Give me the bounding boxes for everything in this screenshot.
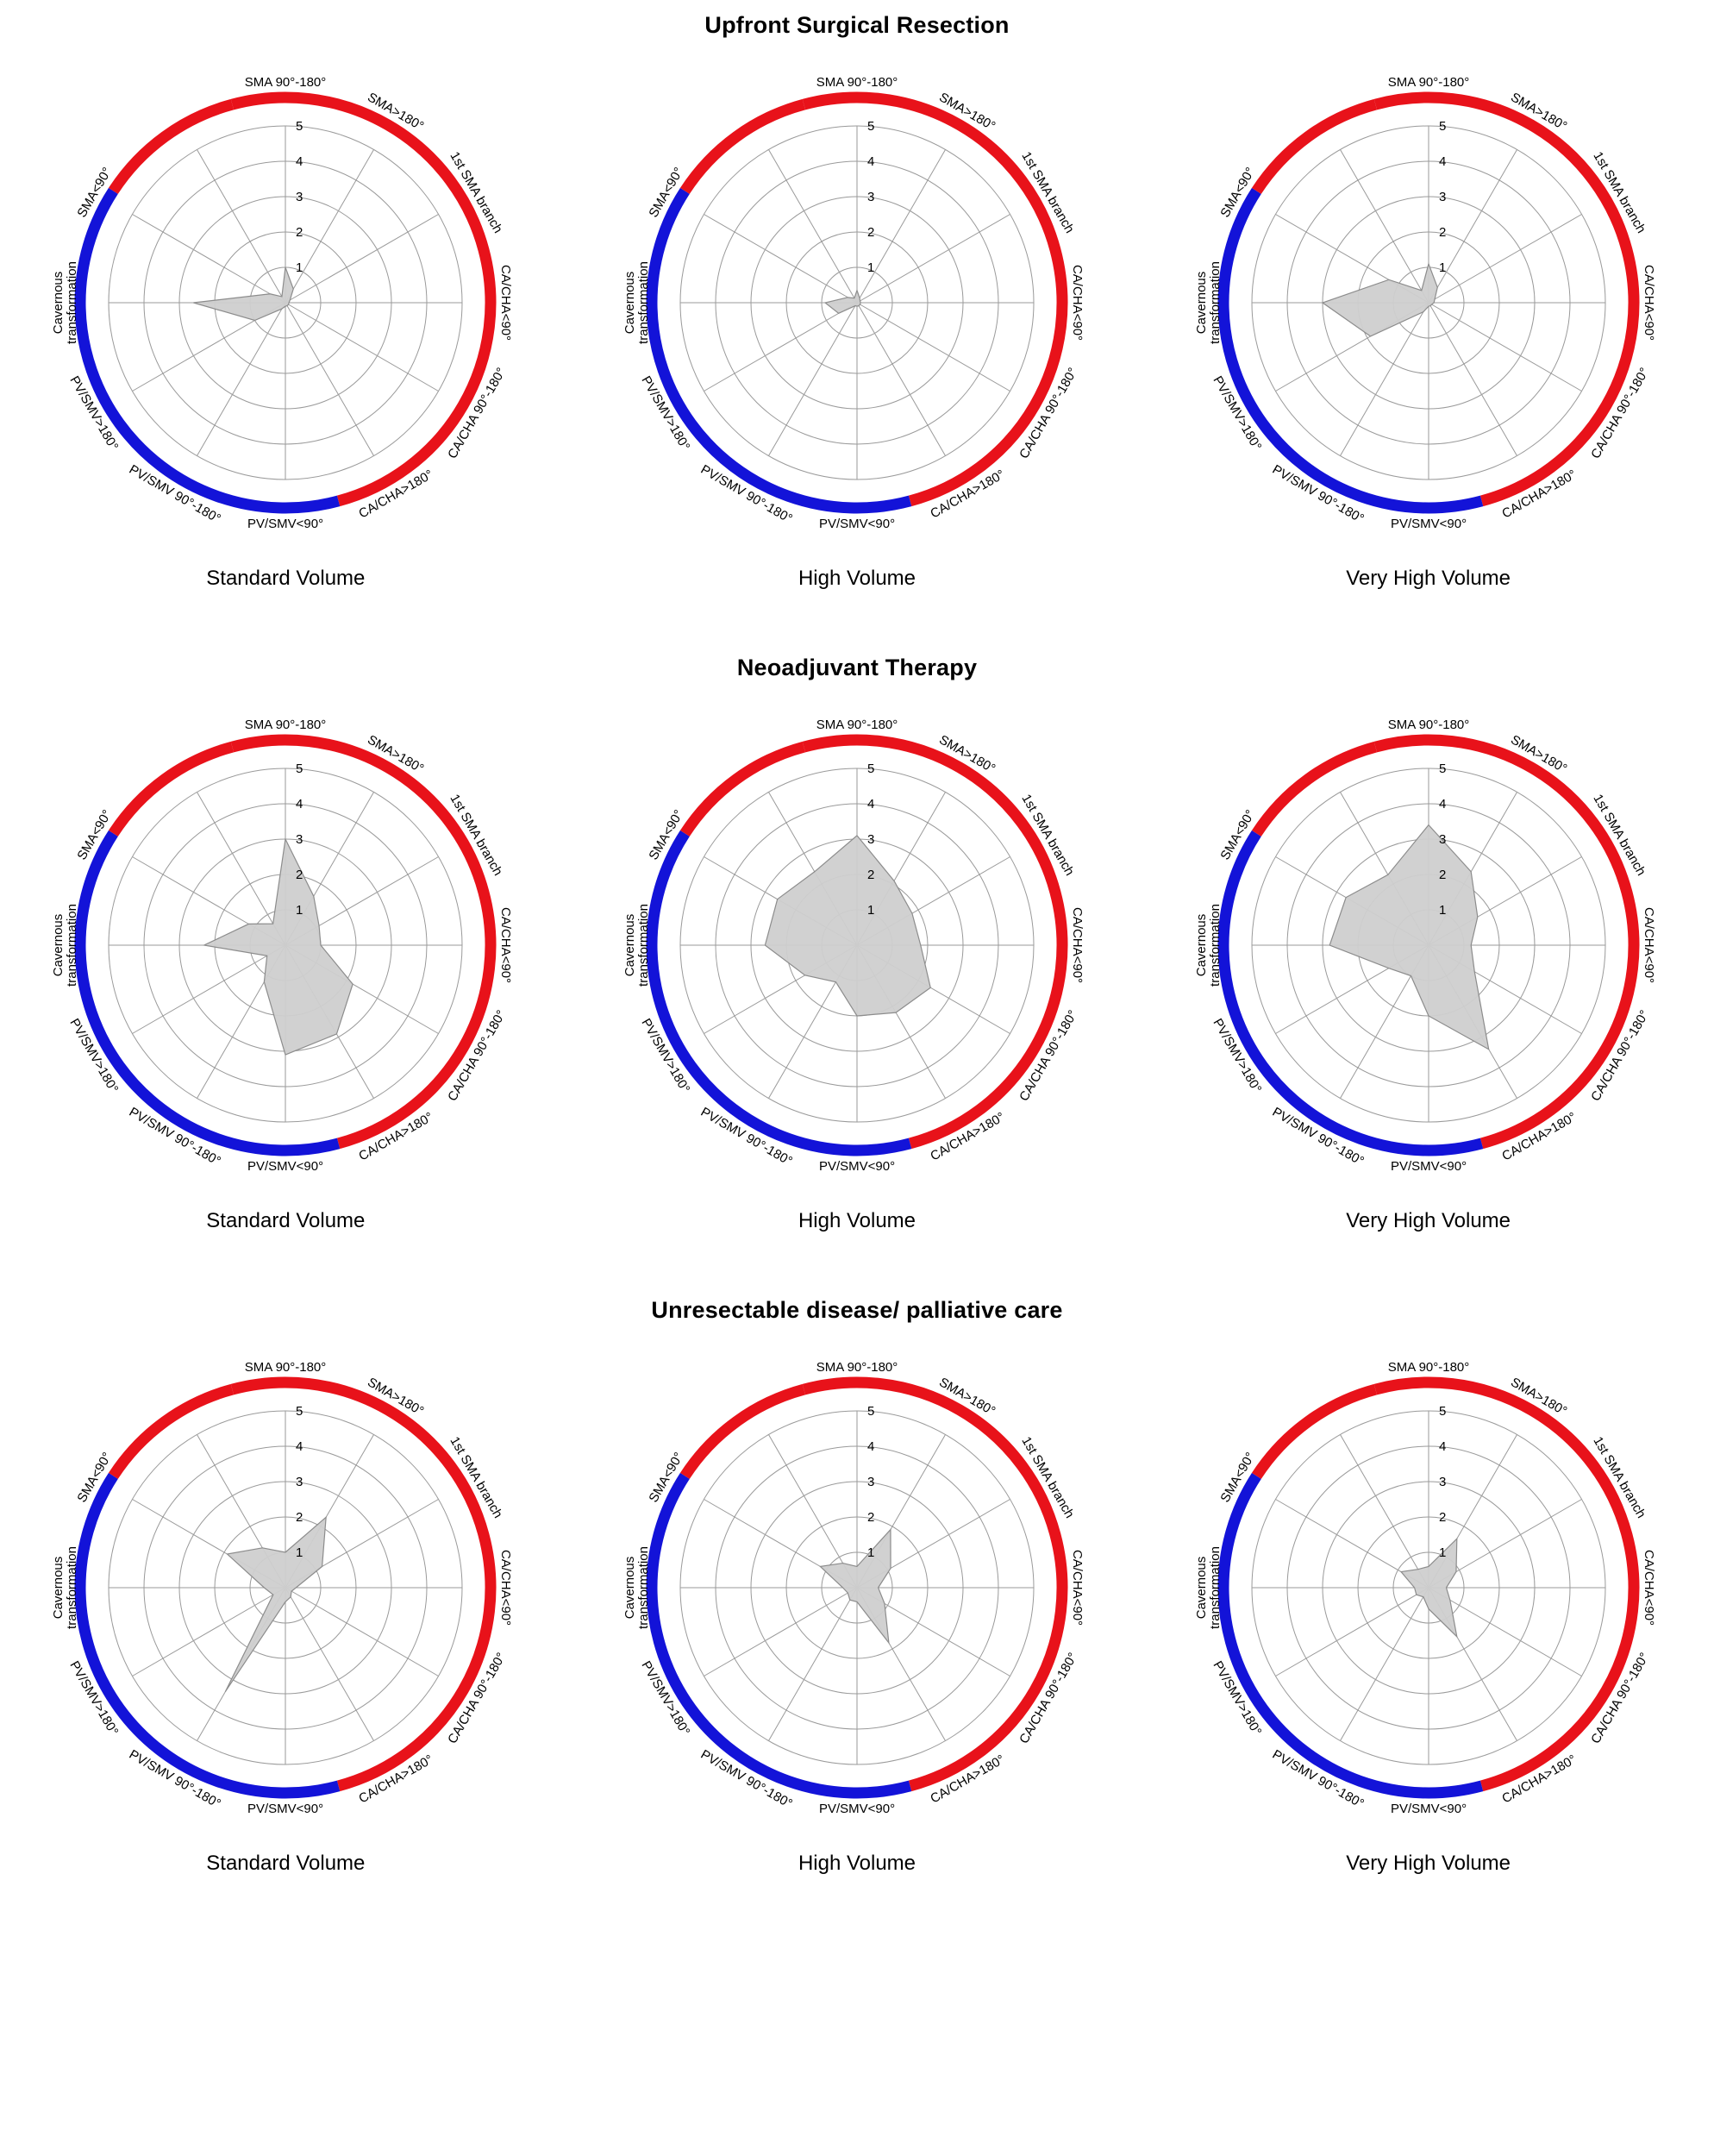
svg-text:2: 2: [1438, 1510, 1446, 1525]
svg-text:transformation: transformation: [1207, 904, 1223, 987]
radar-chart: [598, 686, 1116, 1204]
svg-text:PV/SMV 90°-180°: PV/SMV 90°-180°: [697, 1104, 795, 1169]
svg-text:PV/SMV 90°-180°: PV/SMV 90°-180°: [1269, 461, 1367, 527]
svg-text:CA/CHA<90°: CA/CHA<90°: [498, 906, 514, 984]
panel-cell: [1161, 1329, 1696, 1879]
svg-text:3: 3: [296, 832, 303, 847]
section-title: Neoadjuvant Therapy: [736, 655, 978, 680]
svg-text:SMA>180°: SMA>180°: [1507, 1375, 1569, 1420]
svg-text:1: 1: [1438, 903, 1446, 918]
svg-text:CA/CHA>180°: CA/CHA>180°: [356, 467, 436, 522]
svg-text:PV/SMV 90°-180°: PV/SMV 90°-180°: [1269, 1104, 1367, 1169]
svg-text:SMA>180°: SMA>180°: [365, 90, 427, 135]
panel-caption: High Volume: [798, 1852, 916, 1875]
svg-text:PV/SMV<90°: PV/SMV<90°: [818, 1159, 896, 1174]
svg-text:CA/CHA>180°: CA/CHA>180°: [1498, 467, 1579, 522]
svg-text:4: 4: [1438, 797, 1446, 812]
svg-text:PV/SMV>180°: PV/SMV>180°: [66, 1016, 122, 1096]
panel-caption: Very High Volume: [1346, 1852, 1511, 1875]
svg-text:1st SMA branch: 1st SMA branch: [447, 149, 506, 236]
svg-text:1: 1: [296, 260, 303, 275]
svg-text:CA/CHA>180°: CA/CHA>180°: [1498, 1752, 1579, 1807]
svg-text:4: 4: [296, 154, 303, 169]
section-title: Unresectable disease/ palliative care: [651, 1297, 1063, 1323]
svg-text:4: 4: [866, 154, 875, 169]
svg-text:4: 4: [296, 797, 303, 812]
svg-text:3: 3: [1438, 190, 1446, 204]
svg-text:5: 5: [866, 119, 875, 134]
svg-text:SMA<90°: SMA<90°: [74, 165, 116, 221]
svg-text:1st SMA branch: 1st SMA branch: [1018, 149, 1078, 236]
svg-text:1st SMA branch: 1st SMA branch: [1018, 792, 1078, 879]
svg-text:SMA 90°-180°: SMA 90°-180°: [816, 718, 898, 732]
svg-text:SMA<90°: SMA<90°: [646, 1450, 687, 1506]
svg-text:PV/SMV<90°: PV/SMV<90°: [1390, 517, 1467, 531]
svg-text:PV/SMV 90°-180°: PV/SMV 90°-180°: [697, 461, 795, 527]
svg-text:CA/CHA<90°: CA/CHA<90°: [1641, 906, 1656, 984]
svg-text:SMA<90°: SMA<90°: [1217, 165, 1258, 221]
svg-text:Cavernous: Cavernous: [1193, 1556, 1209, 1620]
svg-text:PV/SMV>180°: PV/SMV>180°: [1210, 1658, 1264, 1739]
svg-text:4: 4: [1438, 154, 1446, 169]
svg-text:Cavernous: Cavernous: [51, 1556, 66, 1620]
svg-text:PV/SMV>180°: PV/SMV>180°: [638, 373, 693, 454]
svg-text:5: 5: [296, 119, 303, 134]
svg-text:Cavernous: Cavernous: [51, 271, 66, 335]
svg-text:CA/CHA<90°: CA/CHA<90°: [1641, 264, 1656, 342]
svg-text:transformation: transformation: [635, 904, 651, 987]
radar-chart: [1170, 44, 1687, 561]
svg-text:PV/SMV>180°: PV/SMV>180°: [638, 1016, 693, 1096]
svg-text:CA/CHA<90°: CA/CHA<90°: [1641, 1549, 1656, 1626]
svg-text:Cavernous: Cavernous: [1193, 913, 1209, 977]
svg-text:SMA 90°-180°: SMA 90°-180°: [1387, 718, 1469, 732]
svg-text:3: 3: [866, 190, 875, 204]
panel-caption: Very High Volume: [1346, 1209, 1511, 1232]
svg-text:transformation: transformation: [1207, 1546, 1223, 1629]
svg-text:PV/SMV<90°: PV/SMV<90°: [1390, 1802, 1467, 1816]
svg-text:PV/SMV<90°: PV/SMV<90°: [818, 1802, 896, 1816]
svg-text:1st SMA branch: 1st SMA branch: [447, 1434, 506, 1521]
svg-text:SMA 90°-180°: SMA 90°-180°: [816, 1360, 898, 1375]
svg-text:2: 2: [866, 1510, 875, 1525]
section-unresectable-disease: [0, 1290, 1714, 1879]
svg-text:5: 5: [866, 1404, 875, 1419]
svg-text:5: 5: [1438, 761, 1446, 776]
radar-chart: [27, 686, 544, 1204]
svg-text:SMA>180°: SMA>180°: [1507, 90, 1569, 135]
svg-text:1st SMA branch: 1st SMA branch: [1590, 1434, 1648, 1521]
svg-text:CA/CHA<90°: CA/CHA<90°: [498, 1549, 514, 1626]
svg-text:SMA<90°: SMA<90°: [74, 1450, 116, 1506]
svg-text:CA/CHA>180°: CA/CHA>180°: [928, 467, 1008, 522]
svg-text:3: 3: [866, 1475, 875, 1489]
panel-caption: Standard Volume: [206, 567, 366, 590]
svg-text:CA/CHA 90°-180°: CA/CHA 90°-180°: [1587, 365, 1652, 461]
svg-text:CA/CHA 90°-180°: CA/CHA 90°-180°: [445, 1650, 510, 1746]
svg-text:PV/SMV<90°: PV/SMV<90°: [247, 1159, 324, 1174]
svg-text:transformation: transformation: [1207, 261, 1223, 344]
svg-text:4: 4: [866, 1439, 875, 1454]
svg-text:2: 2: [296, 868, 303, 882]
svg-text:Cavernous: Cavernous: [622, 913, 637, 977]
panel-row: [0, 686, 1714, 1237]
svg-text:2: 2: [866, 225, 875, 240]
svg-text:1: 1: [866, 260, 875, 275]
svg-text:SMA<90°: SMA<90°: [1217, 807, 1258, 863]
svg-text:transformation: transformation: [65, 261, 80, 344]
svg-text:PV/SMV 90°-180°: PV/SMV 90°-180°: [127, 1104, 224, 1169]
svg-text:CA/CHA 90°-180°: CA/CHA 90°-180°: [1587, 1007, 1652, 1104]
svg-text:CA/CHA 90°-180°: CA/CHA 90°-180°: [1017, 1650, 1081, 1746]
svg-text:CA/CHA<90°: CA/CHA<90°: [498, 264, 514, 342]
svg-text:2: 2: [1438, 225, 1446, 240]
radar-chart: [598, 1329, 1116, 1846]
svg-text:SMA<90°: SMA<90°: [74, 807, 116, 863]
svg-text:CA/CHA 90°-180°: CA/CHA 90°-180°: [1587, 1650, 1652, 1746]
section-title: Upfront Surgical Resection: [704, 12, 1010, 38]
svg-text:transformation: transformation: [635, 261, 651, 344]
svg-text:SMA>180°: SMA>180°: [936, 1375, 998, 1420]
svg-text:5: 5: [1438, 1404, 1446, 1419]
section-spacer: [0, 1237, 1714, 1290]
panel-cell: [590, 44, 1124, 594]
svg-text:SMA<90°: SMA<90°: [646, 807, 687, 863]
svg-text:1: 1: [1438, 260, 1446, 275]
panel-caption: Very High Volume: [1346, 567, 1511, 590]
svg-text:PV/SMV>180°: PV/SMV>180°: [66, 1658, 122, 1739]
panel-caption: High Volume: [798, 567, 916, 590]
svg-text:SMA>180°: SMA>180°: [365, 1375, 427, 1420]
svg-text:PV/SMV 90°-180°: PV/SMV 90°-180°: [127, 1746, 224, 1812]
svg-text:3: 3: [1438, 832, 1446, 847]
svg-text:1: 1: [866, 1545, 875, 1560]
svg-text:PV/SMV 90°-180°: PV/SMV 90°-180°: [697, 1746, 795, 1812]
svg-text:3: 3: [1438, 1475, 1446, 1489]
svg-text:2: 2: [296, 225, 303, 240]
svg-text:CA/CHA 90°-180°: CA/CHA 90°-180°: [1017, 1007, 1081, 1104]
panel-row: [0, 44, 1714, 594]
svg-text:CA/CHA>180°: CA/CHA>180°: [928, 1752, 1008, 1807]
svg-text:PV/SMV<90°: PV/SMV<90°: [247, 1802, 324, 1816]
svg-text:PV/SMV<90°: PV/SMV<90°: [818, 517, 896, 531]
svg-text:PV/SMV<90°: PV/SMV<90°: [247, 517, 324, 531]
svg-text:4: 4: [1438, 1439, 1446, 1454]
radar-chart: [27, 1329, 544, 1846]
svg-text:4: 4: [866, 797, 875, 812]
svg-text:SMA<90°: SMA<90°: [1217, 1450, 1258, 1506]
svg-text:PV/SMV>180°: PV/SMV>180°: [66, 373, 122, 454]
panel-cell: [1161, 44, 1696, 594]
svg-text:CA/CHA<90°: CA/CHA<90°: [1069, 906, 1085, 984]
svg-text:SMA 90°-180°: SMA 90°-180°: [245, 718, 327, 732]
panel-cell: [18, 686, 553, 1237]
svg-text:5: 5: [866, 761, 875, 776]
section-neoadjuvant-therapy: [0, 648, 1714, 1237]
section-spacer: [0, 594, 1714, 648]
svg-text:SMA>180°: SMA>180°: [936, 90, 998, 135]
svg-text:CA/CHA<90°: CA/CHA<90°: [1069, 1549, 1085, 1626]
svg-text:3: 3: [866, 832, 875, 847]
svg-text:PV/SMV>180°: PV/SMV>180°: [638, 1658, 693, 1739]
panel-cell: [590, 686, 1124, 1237]
svg-text:SMA>180°: SMA>180°: [1507, 732, 1569, 777]
svg-text:SMA 90°-180°: SMA 90°-180°: [245, 1360, 327, 1375]
svg-text:3: 3: [296, 190, 303, 204]
svg-text:1: 1: [296, 903, 303, 918]
panel-caption: High Volume: [798, 1209, 916, 1232]
svg-text:Cavernous: Cavernous: [622, 271, 637, 335]
svg-text:CA/CHA>180°: CA/CHA>180°: [356, 1752, 436, 1807]
svg-text:CA/CHA 90°-180°: CA/CHA 90°-180°: [445, 1007, 510, 1104]
svg-text:CA/CHA 90°-180°: CA/CHA 90°-180°: [445, 365, 510, 461]
svg-text:PV/SMV 90°-180°: PV/SMV 90°-180°: [1269, 1746, 1367, 1812]
svg-text:5: 5: [1438, 119, 1446, 134]
svg-text:1: 1: [866, 903, 875, 918]
svg-text:1: 1: [296, 1545, 303, 1560]
svg-text:1st SMA branch: 1st SMA branch: [1590, 792, 1648, 879]
panel-cell: [1161, 686, 1696, 1237]
svg-text:3: 3: [296, 1475, 303, 1489]
svg-text:SMA 90°-180°: SMA 90°-180°: [1387, 75, 1469, 90]
svg-text:2: 2: [296, 1510, 303, 1525]
panel-cell: [18, 1329, 553, 1879]
svg-text:transformation: transformation: [635, 1546, 651, 1629]
svg-text:SMA 90°-180°: SMA 90°-180°: [816, 75, 898, 90]
svg-text:PV/SMV>180°: PV/SMV>180°: [1210, 373, 1264, 454]
svg-text:PV/SMV>180°: PV/SMV>180°: [1210, 1016, 1264, 1096]
svg-text:5: 5: [296, 761, 303, 776]
svg-text:2: 2: [1438, 868, 1446, 882]
svg-text:Cavernous: Cavernous: [622, 1556, 637, 1620]
radar-chart: [27, 44, 544, 561]
radar-chart: [598, 44, 1116, 561]
panel-cell: [590, 1329, 1124, 1879]
panel-cell: [18, 44, 553, 594]
radar-chart: [1170, 1329, 1687, 1846]
svg-text:SMA 90°-180°: SMA 90°-180°: [245, 75, 327, 90]
section-upfront-surgical-resection: [0, 5, 1714, 594]
svg-text:Cavernous: Cavernous: [1193, 271, 1209, 335]
svg-text:CA/CHA>180°: CA/CHA>180°: [928, 1109, 1008, 1164]
svg-text:1st SMA branch: 1st SMA branch: [1018, 1434, 1078, 1521]
svg-text:CA/CHA<90°: CA/CHA<90°: [1069, 264, 1085, 342]
svg-text:SMA<90°: SMA<90°: [646, 165, 687, 221]
panel-row: [0, 1329, 1714, 1879]
svg-text:CA/CHA>180°: CA/CHA>180°: [356, 1109, 436, 1164]
svg-text:1st SMA branch: 1st SMA branch: [447, 792, 506, 879]
svg-text:Cavernous: Cavernous: [51, 913, 66, 977]
svg-text:5: 5: [296, 1404, 303, 1419]
radar-chart: [1170, 686, 1687, 1204]
svg-text:transformation: transformation: [65, 904, 80, 987]
svg-text:2: 2: [866, 868, 875, 882]
svg-text:PV/SMV 90°-180°: PV/SMV 90°-180°: [127, 461, 224, 527]
svg-text:CA/CHA 90°-180°: CA/CHA 90°-180°: [1017, 365, 1081, 461]
svg-text:PV/SMV<90°: PV/SMV<90°: [1390, 1159, 1467, 1174]
svg-text:1: 1: [1438, 1545, 1446, 1560]
svg-text:4: 4: [296, 1439, 303, 1454]
panel-caption: Standard Volume: [206, 1852, 366, 1875]
svg-text:SMA>180°: SMA>180°: [936, 732, 998, 777]
panel-caption: Standard Volume: [206, 1209, 366, 1232]
svg-text:1st SMA branch: 1st SMA branch: [1590, 149, 1648, 236]
svg-text:CA/CHA>180°: CA/CHA>180°: [1498, 1109, 1579, 1164]
svg-text:SMA>180°: SMA>180°: [365, 732, 427, 777]
svg-text:transformation: transformation: [65, 1546, 80, 1629]
svg-text:SMA 90°-180°: SMA 90°-180°: [1387, 1360, 1469, 1375]
